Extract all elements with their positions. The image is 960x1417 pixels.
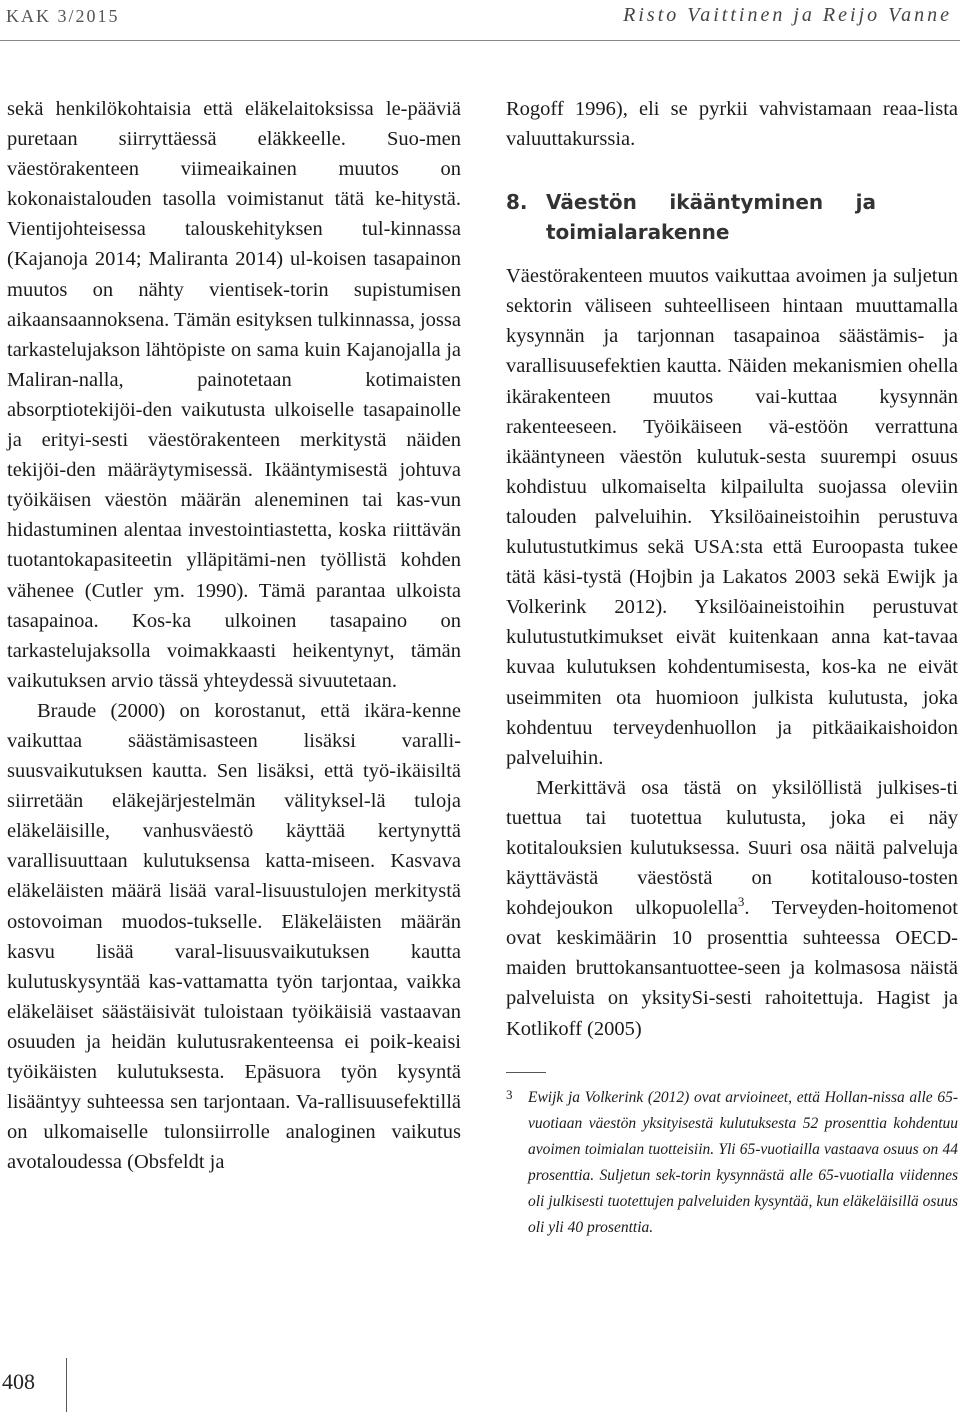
section-number: 8.	[506, 190, 528, 215]
footnote-number: 3	[506, 1086, 513, 1102]
running-head-authors: Risto Vaittinen ja Reijo Vanne	[623, 4, 952, 26]
section-title: Väestön ikääntyminen ja toimialarakenne	[546, 190, 876, 245]
body-paragraph: sekä henkilökohtaisia että eläkelaitoksissa le-pääviä puretaan siirryttäessä eläkkeelle. Suo-men väestörakenteen viimeaikainen muutos on kokonaistalouden tasolla voimistanut tätä ke-hitystä. Vientijohteisessa talouskehityksen tul-kinnassa (Kajanoja 2014; Maliranta 2014) ul-koisen tasapainon muutos on nähty vientisek-torin supistumisen aikaansaannoksena. Tämän esityksen tulkinnassa, jossa tarkastelujakson lähtöpiste on sama kuin Kajanojalla ja Maliran-nalla, painotetaan kotimaisten absorptiotekijöi-den vaikutusta ulkoiselle tasapainolle ja erityi-sesti väestörakenteen merkitystä näiden tekijöi-den määräytymisessä. Ikääntymisestä johtuva työikäisen väestön määrän aleneminen tai kas-vun hidastuminen alentaa investointiastetta, koska riittävän tuotantokapasiteetin ylläpitämi-nen työllistä kohden vähenee (Cutler ym. 1990). Tämä parantaa ulkoista tasapainoa. Kos-ka ulkoinen tasapaino on tarkastelujaksolla voimakkaasti heikentynyt, tämän vaikutuksen arvio tässä yhteydessä sivuutetaan.	[7, 98, 461, 692]
footnote-reference[interactable]: 3	[737, 894, 745, 910]
paragraph-text: Merkittävä osa tästä on yksilöllistä julkises-ti tuettua tai tuotettua kulutusta, joka ei näy kotitalouksien kulutuksessa. Suuri osa näitä palveluja käyttävästä väestöstä on kotitalouso-tosten kohdejoukon ulkopuolella	[506, 776, 958, 920]
page-number-divider	[66, 1358, 67, 1412]
paragraph-text: . Terveyden-hoitomenot ovat keskimäärin 10 prosenttia suhteessa OECD-maiden bruttokansantuottee-seen ja kolmasosa näistä palveluista on yksitySi-sesti rahoitettuja. Hagist ja Kotlikoff (2005)	[506, 897, 958, 1040]
footnote-text: Ewijk ja Volkerink (2012) ovat arvioineet, että Hollan-nissa alle 65-vuotiaan väestön yksityisestä kulutuksesta 52 prosenttia kohdentuu avoimen toimialan tuotteisiin. Yli 65-vuotiailla vastaava osuus on 44 prosenttia. Suljetun sek-torin kysynnästä alle 65-vuotialla viidennes oli julkisesti tuotettujen palveluiden kysyntää, kun eläkeläisillä osuus oli yli 40 prosenttia.	[528, 1088, 958, 1236]
left-column	[7, 94, 461, 1177]
body-paragraph: Braude (2000) on korostanut, että ikära-kenne vaikuttaa säästämisasteen lisäksi varalli-suusvaikutuksen kautta. Sen lisäksi, että työ-ikäisiltä siirretään eläkejärjestelmän välityksel-lä tuloja eläkeläisille, vanhusväestö käyttää kertynyttä varallisuuttaan kulutuksensa katta-miseen. Kasvava eläkeläisten määrä lisää varal-lisuustulojen merkitystä ostovoiman muodos-tukselle. Eläkeläisten määrän kasvu lisää varal-lisuusvaikutuksen kautta kulutuskysyntää kas-vattamatta työn tarjontaa, vaikka eläkeläiset säästäisivät tuloistaan työikäisiä vastaavan osuuden ja heidän kulutusrakenteensa ei poik-keaisi työikäisten kulutuksesta. Epäsuora työn kysyntä lisääntyy suhteessa sen tarjontaan. Va-rallisuusefektillä on ulkomaiselle tulonsiirrolle analoginen vaikutus avotaloudessa (Obsfeldt ja	[7, 699, 461, 1174]
header-divider	[0, 40, 960, 41]
body-paragraph: Rogoff 1996), eli se pyrkii vahvistamaan reaa-lista valuuttakurssia.	[506, 98, 958, 151]
section-heading	[506, 187, 958, 247]
journal-issue-label: KAK 3/2015	[6, 6, 120, 26]
body-paragraph: Väestörakenteen muutos vaikuttaa avoimen ja suljetun sektorin väliseen suhteelliseen hintaan muuttamalla kysynnän ja tarjonnan tasapainoa säästämis- ja varallisuusefektien kautta. Näiden mekanismien ohella ikärakenteen muutos vai-kuttaa kysynnän rakenteeseen. Työikäiseen vä-estöön verrattuna ikääntyneen väestön kulutuk-sesta suurempi osuus kohdistuu ulkomaiselta kilpailulta suojassa oleviin talouden palveluihin. Yksilöaineistoihin perustuva kulutustutkimus sekä USA:sta että Euroopasta tukee tätä käsi-tystä (Hojbin ja Lakatos 2003 sekä Ewijk ja Volkerink 2012). Yksilöaineistoihin perustuvat kulutustutkimukset eivät kuitenkaan anna kat-tavaa kuvaa kulutuksen kohdentumisesta, kos-ka ne eivät useimmiten ota huomioon julkista kulutusta, joka kohdentuu terveydenhuollon ja pitkäaikaishoidon palveluihin.	[506, 265, 958, 769]
body-paragraph	[506, 773, 958, 1044]
right-column	[506, 94, 958, 1241]
footnote-divider	[506, 1072, 546, 1073]
page-number: 408	[2, 1369, 35, 1394]
footnote	[506, 1085, 958, 1241]
